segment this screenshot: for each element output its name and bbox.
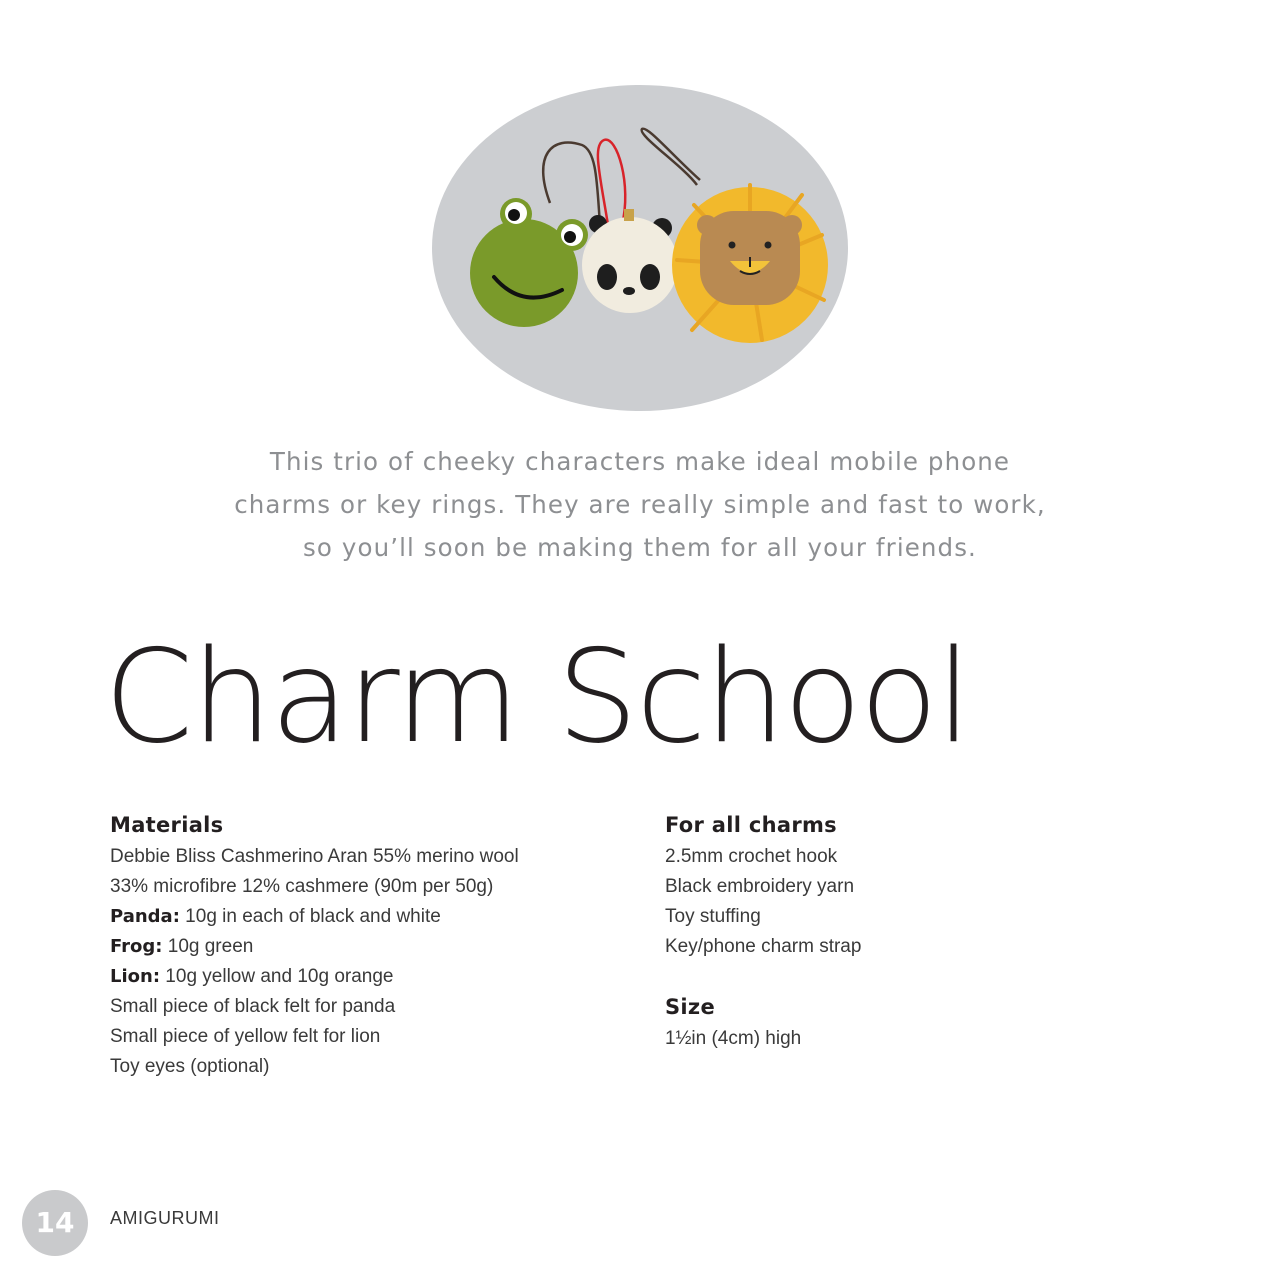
materials-line-text: 10g in each of black and white — [179, 906, 441, 927]
materials-section — [110, 810, 630, 1082]
intro-line: This trio of cheeky characters make ideal mobile phone — [269, 447, 1011, 476]
intro-line: so you’ll soon be making them for all your friends. — [303, 533, 977, 562]
materials-line — [110, 902, 630, 932]
materials-line-text: Debbie Bliss Cashmerino Aran 55% merino wool — [110, 846, 519, 867]
tools-line: Toy stuffing — [665, 906, 761, 927]
materials-line-label: Panda: — [110, 906, 180, 927]
materials-line — [110, 1052, 630, 1082]
size-heading: Size — [665, 995, 715, 1019]
page-title: Charm School — [104, 623, 970, 772]
running-head: AMIGURUMI — [110, 1208, 220, 1228]
page-number-badge: 14 — [22, 1190, 88, 1256]
materials-line — [110, 1022, 630, 1052]
materials-line-text: Small piece of black felt for panda — [110, 996, 396, 1017]
materials-line-text: Toy eyes (optional) — [110, 1056, 270, 1077]
size-value: 1½in (4cm) high — [665, 1028, 802, 1049]
materials-line-text: 10g yellow and 10g orange — [160, 966, 394, 987]
materials-line-text: Small piece of yellow felt for lion — [110, 1026, 381, 1047]
materials-line — [110, 932, 630, 962]
materials-heading: Materials — [110, 813, 224, 837]
intro-line: charms or key rings. They are really simple and fast to work, — [234, 490, 1046, 519]
charms-photo — [432, 85, 848, 411]
materials-line — [110, 872, 630, 902]
tools-line: Key/phone charm strap — [665, 936, 862, 957]
for-all-charms-heading: For all charms — [665, 813, 837, 837]
materials-line-text: 10g green — [162, 936, 254, 957]
tools-line: Black embroidery yarn — [665, 876, 855, 897]
materials-line — [110, 842, 630, 872]
materials-line-label: Frog: — [110, 936, 163, 957]
tools-section — [665, 810, 1145, 1054]
panda-charm — [582, 209, 678, 313]
intro-paragraph — [180, 440, 1100, 569]
size-section — [665, 992, 1145, 1054]
tools-line: 2.5mm crochet hook — [665, 846, 838, 867]
materials-line-label: Lion: — [110, 966, 161, 987]
materials-line-text: 33% microfibre 12% cashmere (90m per 50g) — [110, 876, 494, 897]
materials-line — [110, 992, 630, 1022]
materials-line — [110, 962, 630, 992]
